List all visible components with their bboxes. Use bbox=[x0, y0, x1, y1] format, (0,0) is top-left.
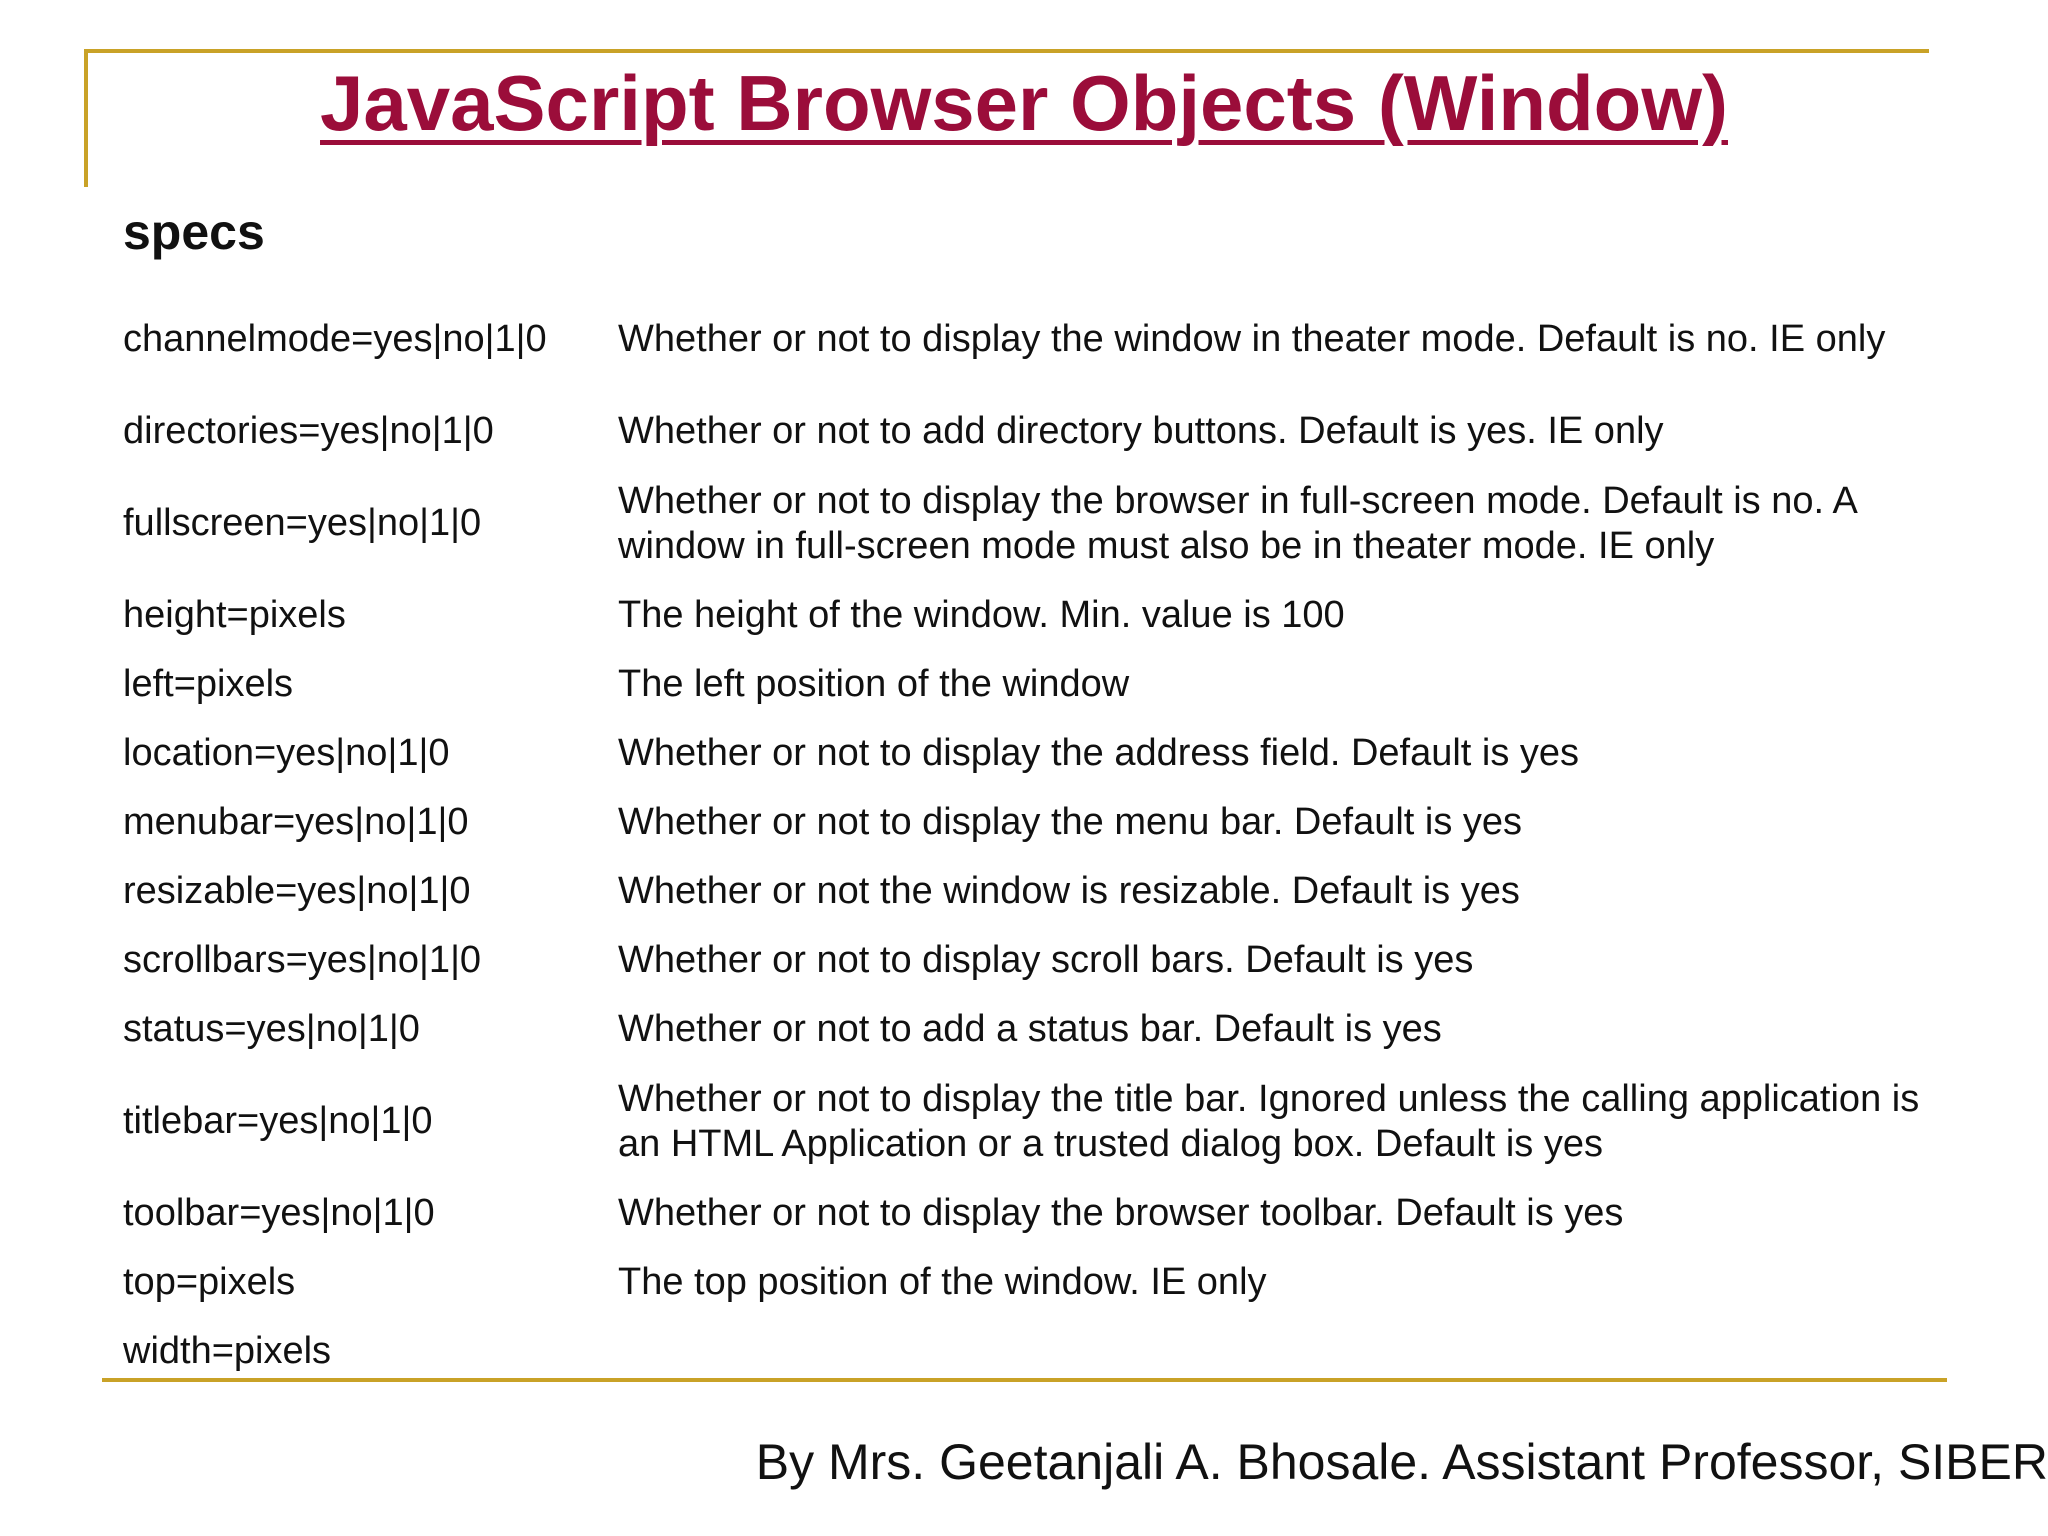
spec-param: scrollbars=yes|no|1|0 bbox=[123, 939, 482, 981]
specs-table-body bbox=[123, 282, 1923, 1386]
spec-description: The height of the window. Min. value is 100 bbox=[618, 594, 1345, 636]
table-row bbox=[123, 466, 1923, 581]
spec-description: Whether or not to display the window in theater mode. Default is no. IE only bbox=[618, 318, 1886, 360]
spec-param: toolbar=yes|no|1|0 bbox=[123, 1192, 435, 1234]
author-footer: By Mrs. Geetanjali A. Bhosale. Assistant Professor, SIBER bbox=[755, 1434, 2048, 1490]
spec-description: Whether or not to add directory buttons. Default is yes. IE only bbox=[618, 410, 1664, 452]
table-row bbox=[123, 397, 1923, 466]
table-row bbox=[123, 788, 1923, 857]
spec-description: Whether or not to display the title bar. Ignored unless the calling application is an HTML Application or a trusted dialog box. Default is yes bbox=[618, 1077, 1920, 1165]
spec-description bbox=[618, 1317, 1923, 1386]
table-row bbox=[123, 1248, 1923, 1317]
table-row bbox=[123, 581, 1923, 650]
spec-param: channelmode=yes|no|1|0 bbox=[123, 318, 547, 360]
specs-table bbox=[123, 282, 1923, 1386]
spec-param: height=pixels bbox=[123, 594, 346, 636]
spec-description: Whether or not to display the menu bar. Default is yes bbox=[618, 801, 1523, 843]
spec-description: The left position of the window bbox=[618, 663, 1130, 705]
spec-param: width=pixels bbox=[123, 1330, 332, 1372]
spec-param: titlebar=yes|no|1|0 bbox=[123, 1100, 433, 1142]
spec-description: Whether or not to add a status bar. Default is yes bbox=[618, 1008, 1442, 1050]
table-row bbox=[123, 926, 1923, 995]
table-row bbox=[123, 1317, 1923, 1386]
table-row bbox=[123, 857, 1923, 926]
spec-param: left=pixels bbox=[123, 663, 294, 705]
table-row bbox=[123, 719, 1923, 788]
table-row bbox=[123, 1064, 1923, 1179]
table-row bbox=[123, 1179, 1923, 1248]
spec-description: Whether or not to display scroll bars. Default is yes bbox=[618, 939, 1474, 981]
spec-param: status=yes|no|1|0 bbox=[123, 1008, 420, 1050]
spec-param: resizable=yes|no|1|0 bbox=[123, 870, 471, 912]
slide-title: JavaScript Browser Objects (Window) bbox=[320, 59, 1728, 147]
spec-description: Whether or not the window is resizable. Default is yes bbox=[618, 870, 1520, 912]
table-row bbox=[123, 650, 1923, 719]
section-heading: specs bbox=[123, 204, 265, 260]
table-row bbox=[123, 995, 1923, 1064]
spec-param: location=yes|no|1|0 bbox=[123, 732, 450, 774]
spec-param: fullscreen=yes|no|1|0 bbox=[123, 502, 482, 544]
spec-description: Whether or not to display the browser in full-screen mode. Default is no. A window in full-screen mode must also be in theater mode. IE only bbox=[618, 479, 1856, 567]
table-row bbox=[123, 282, 1923, 397]
spec-param: top=pixels bbox=[123, 1261, 296, 1303]
spec-description: Whether or not to display the address field. Default is yes bbox=[618, 732, 1580, 774]
spec-param: menubar=yes|no|1|0 bbox=[123, 801, 469, 843]
spec-description: Whether or not to display the browser toolbar. Default is yes bbox=[618, 1192, 1624, 1234]
table-bottom-rule bbox=[102, 1378, 1947, 1382]
spec-description: The top position of the window. IE only bbox=[618, 1261, 1267, 1303]
spec-param: directories=yes|no|1|0 bbox=[123, 410, 494, 452]
title-frame-top-rule bbox=[84, 49, 1929, 53]
